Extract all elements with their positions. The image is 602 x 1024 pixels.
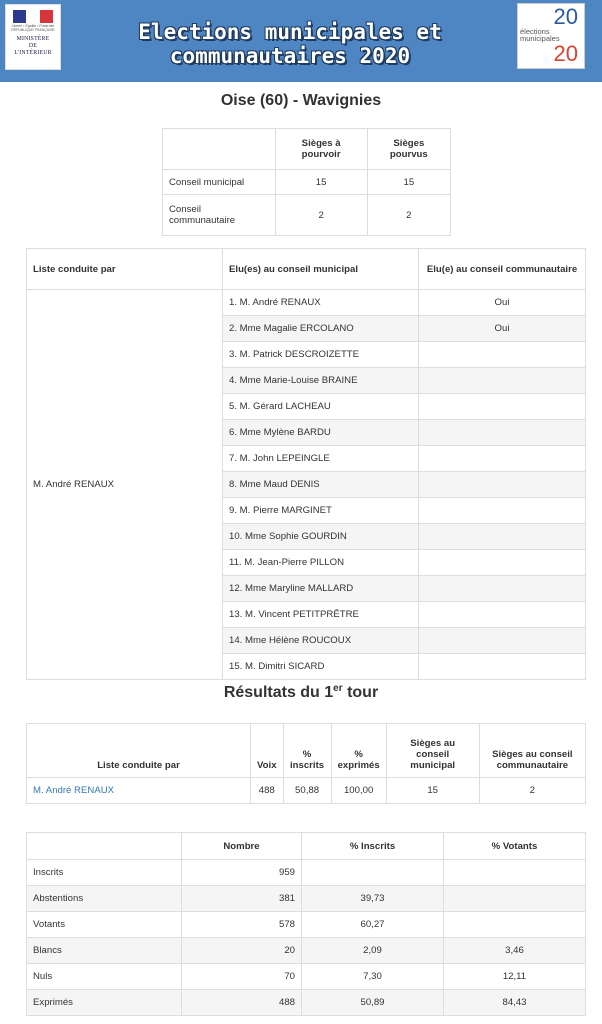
list-link[interactable]: M. André RENAUX [27,778,251,804]
table-row: 3. M. Patrick DESCROIZETTE [27,342,586,368]
participation-header-pct-registered: % Inscrits [302,833,444,860]
table-row: Blancs 20 2,09 3,46 [27,938,586,964]
table-row: 5. M. Gérard LACHEAU [27,394,586,420]
table-row: 14. Mme Hélène ROUCOUX [27,628,586,654]
table-row: M. André RENAUX 488 50,88 100,00 15 2 [27,778,586,804]
table-row: 7. M. John LEPEINGLE [27,446,586,472]
table-row: Abstentions 381 39,73 [27,886,586,912]
table-row: 8. Mme Maud DENIS [27,472,586,498]
republic-motto: Liberté • Égalité • Fraternité RÉPUBLIQUE FRANÇAISE [11,24,55,32]
table-row: 6. Mme Mylène BARDU [27,420,586,446]
table-row: Nuls 70 7,30 12,11 [27,964,586,990]
elected-header-list: Liste conduite par [27,249,223,290]
table-row: Conseil municipal 15 15 [163,170,451,195]
ministry-logo [5,4,61,70]
seats-header-filled: Sièges pourvus [367,129,450,170]
seats-header-blank [163,129,276,170]
results-header-votes: Voix [251,724,284,778]
seats-header-to-fill: Sièges à pourvoir [275,129,367,170]
table-row: 15. M. Dimitri SICARD [27,654,586,680]
participation-header-blank [27,833,182,860]
table-row: 2. Mme Magalie ERCOLANO Oui [27,316,586,342]
participation-header-pct-voters: % Votants [444,833,586,860]
table-row: Conseil communautaire 2 2 [163,195,451,236]
commune-title: Oise (60) - Wavignies [220,92,382,109]
header-banner [0,0,602,82]
table-row: 11. M. Jean-Pierre PILLON [27,550,586,576]
page-title: Elections municipales et communautaires 2020 [138,20,442,68]
table-row: M. André RENAUX 1. M. André RENAUX Oui [27,290,586,316]
table-row: Exprimés 488 50,89 84,43 [27,990,586,1016]
list-head-name: M. André RENAUX [27,290,223,680]
participation-header-count: Nombre [182,833,302,860]
table-row: Inscrits 959 [27,860,586,886]
results-header-community-seats: Sièges au conseil communautaire [479,724,585,778]
elected-header-council: Elu(es) au conseil municipal [223,249,419,290]
elections-2020-logo: 20 élections municipales 20 [517,3,585,69]
results-header-list: Liste conduite par [27,724,251,778]
table-row: Votants 578 60,27 [27,912,586,938]
results-table [26,723,586,804]
ministry-name: MINISTÈRE DE L'INTÉRIEUR [14,35,52,57]
table-row: 12. Mme Maryline MALLARD [27,576,586,602]
results-title: Résultats du 1er tour [223,683,379,701]
table-row: 13. M. Vincent PETITPRÊTRE [27,602,586,628]
table-row: 10. Mme Sophie GOURDIN [27,524,586,550]
french-flag-icon [13,10,53,23]
participation-table [26,832,586,1016]
results-header-pct-cast: % exprimés [331,724,386,778]
table-row: 4. Mme Marie-Louise BRAINE [27,368,586,394]
table-row: 9. M. Pierre MARGINET [27,498,586,524]
elected-table [26,248,586,680]
results-header-council-seats: Sièges au conseil municipal [386,724,479,778]
elected-header-community: Elu(e) au conseil communautaire [419,249,586,290]
results-header-pct-registered: % inscrits [283,724,331,778]
seats-table [162,128,451,236]
